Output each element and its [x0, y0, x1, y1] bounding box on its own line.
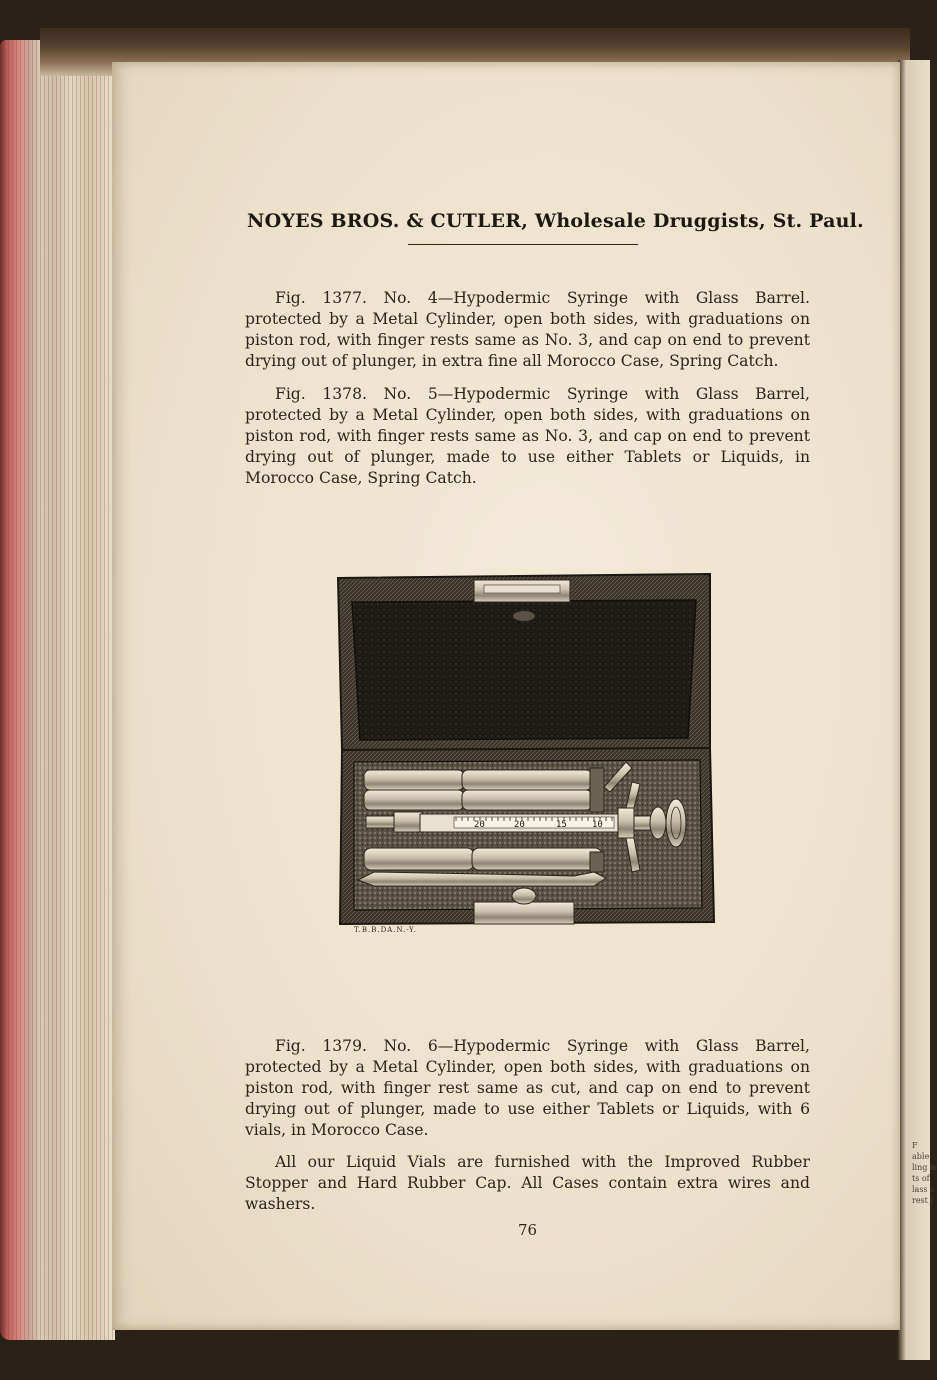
scale-label-1: 20 [474, 820, 485, 830]
book-page-edges [0, 40, 115, 1340]
vials-top-row [364, 762, 632, 812]
scale-label-2: 20 [514, 820, 525, 830]
paragraph-fig-1379: Fig. 1379. No. 6—Hypodermic Syringe with Glass Barrel, protected by a Metal Cylinder, open both sides, with graduations on piston rod, with finger rest same as cut, and cap on end to prevent drying out of plunger, made to use either Tablets or Liquids, with 6 vials, in Morocco Case. [245, 1037, 810, 1139]
catalog-page [112, 62, 900, 1330]
scale-label-4: 10 [592, 820, 603, 830]
syringe-case-illustration [334, 572, 716, 934]
case-lid [338, 574, 710, 750]
page-number: 76 [518, 1221, 538, 1239]
engraver-mark: T.B.B.DA.N.-Y. [354, 926, 417, 934]
header-rule [408, 244, 638, 245]
paragraph-fig-1378: Fig. 1378. No. 5—Hypodermic Syringe with Glass Barrel, protected by a Metal Cylinder, open both sides, with graduations on piston rod, with finger rests same as No. 3, and cap on end to prevent drying out of plunger, made to use either Tablets or Liquids, in Morocco Case, Spring Catch. [245, 385, 810, 487]
paragraph-fig-1377: Fig. 1377. No. 4—Hypodermic Syringe with Glass Barrel. protected by a Metal Cylinder, open both sides, with graduations on piston rod, with finger rests same as No. 3, and cap on end to prevent drying out of plunger, in extra fine all Morocco Case, Spring Catch. [245, 289, 810, 370]
page-header: NOYES BROS. & CUTLER, Wholesale Druggists, St. Paul. [247, 210, 864, 232]
facing-page-text: F able- ling w ts of lass s rest j [912, 1141, 937, 1205]
scale-label-3: 15 [556, 820, 567, 830]
paragraph-vials-note: All our Liquid Vials are furnished with the Improved Rubber Stopper and Hard Rubber Cap. All Cases contain extra wires and washers. [245, 1153, 810, 1213]
vials-bottom-row [358, 848, 606, 886]
